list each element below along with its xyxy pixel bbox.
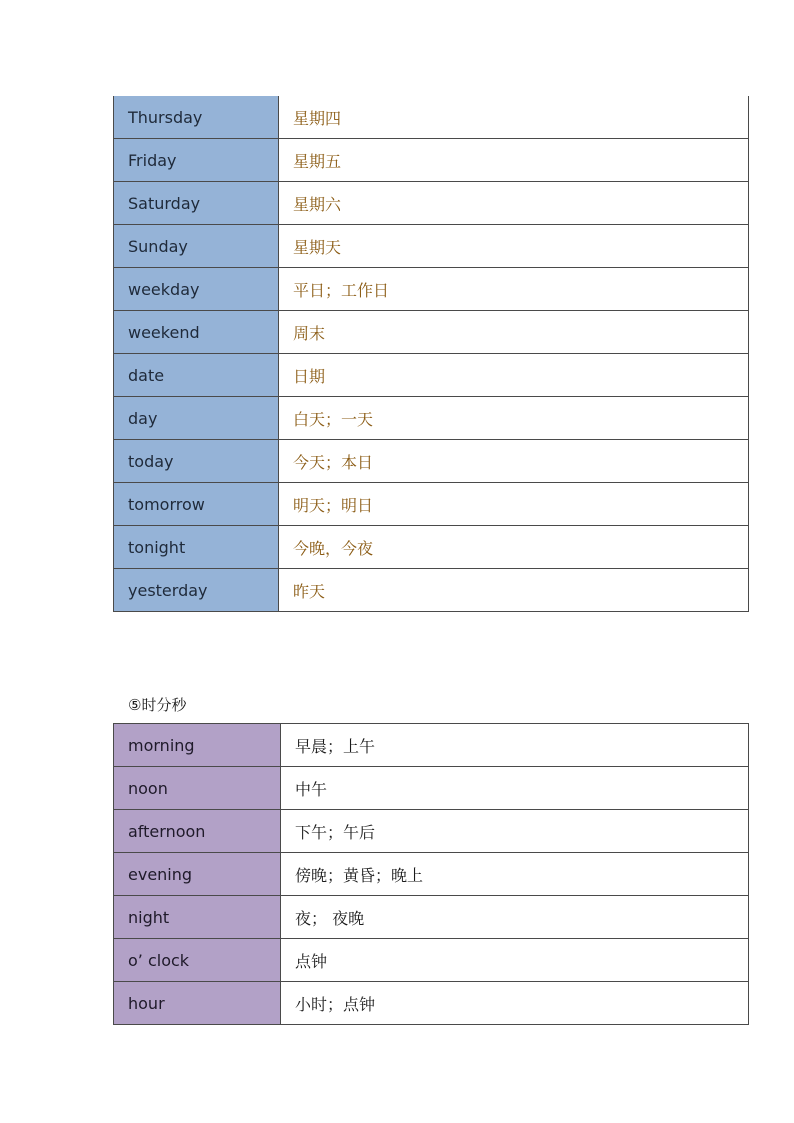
meaning-cell: 平日；工作日 [279,268,749,311]
time-vocabulary-table [113,723,749,1025]
meaning-cell: 点钟 [281,939,749,982]
days-vocabulary-table [113,96,749,612]
table-row [114,268,749,311]
meaning-cell: 星期四 [279,96,749,139]
meaning-cell: 今晚，今夜 [279,526,749,569]
table-row [114,182,749,225]
meaning-cell: 星期六 [279,182,749,225]
word-cell: evening [114,853,281,896]
meaning-cell: 星期五 [279,139,749,182]
meaning-cell: 日期 [279,354,749,397]
word-cell: tomorrow [114,483,279,526]
meaning-cell: 明天；明日 [279,483,749,526]
meaning-cell: 白天；一天 [279,397,749,440]
word-cell: Friday [114,139,279,182]
meaning-cell: 下午；午后 [281,810,749,853]
word-cell: Sunday [114,225,279,268]
section-title: ⑤时分秒 [128,696,187,714]
table-row [114,311,749,354]
word-cell: weekend [114,311,279,354]
table-row [114,896,749,939]
table-row [114,225,749,268]
table-row [114,724,749,767]
table-row [114,569,749,612]
word-cell: yesterday [114,569,279,612]
table-row [114,139,749,182]
table-row [114,397,749,440]
word-cell: afternoon [114,810,281,853]
word-cell: night [114,896,281,939]
meaning-cell: 小时；点钟 [281,982,749,1025]
table-row [114,526,749,569]
table-row [114,810,749,853]
table-row [114,939,749,982]
word-cell: hour [114,982,281,1025]
table-row [114,483,749,526]
word-cell: weekday [114,268,279,311]
word-cell: noon [114,767,281,810]
word-cell: o’ clock [114,939,281,982]
table-row [114,982,749,1025]
meaning-cell: 今天；本日 [279,440,749,483]
word-cell: day [114,397,279,440]
table-row [114,767,749,810]
word-cell: tonight [114,526,279,569]
word-cell: date [114,354,279,397]
meaning-cell: 昨天 [279,569,749,612]
word-cell: morning [114,724,281,767]
meaning-cell: 夜； 夜晚 [281,896,749,939]
meaning-cell: 傍晚；黄昏；晚上 [281,853,749,896]
table-row [114,354,749,397]
word-cell: today [114,440,279,483]
table-row [114,853,749,896]
word-cell: Saturday [114,182,279,225]
meaning-cell: 早晨；上午 [281,724,749,767]
word-cell: Thursday [114,96,279,139]
meaning-cell: 星期天 [279,225,749,268]
table-row [114,96,749,139]
table-row [114,440,749,483]
meaning-cell: 中午 [281,767,749,810]
meaning-cell: 周末 [279,311,749,354]
